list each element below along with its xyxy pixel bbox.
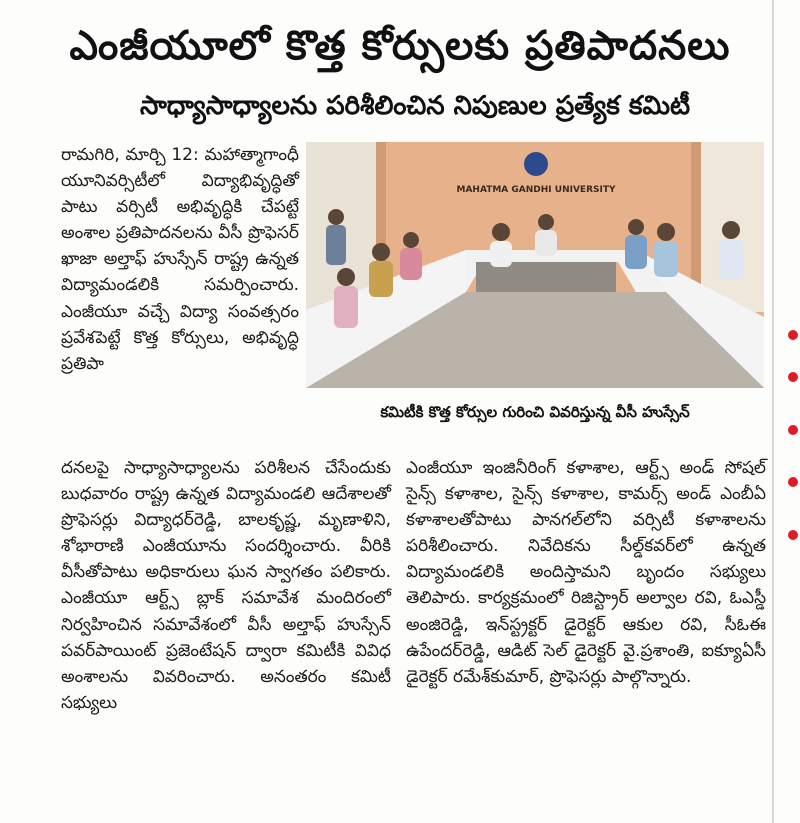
article-column-left-top xyxy=(61,142,299,377)
article-column-right xyxy=(406,455,766,690)
meeting-room-photo xyxy=(306,142,764,388)
bullet-icon xyxy=(788,530,798,540)
column-divider xyxy=(772,0,774,823)
photo-caption: కమిటీకి కొత్త కోర్సుల గురించి వివరిస్తున్న వీసీ హుస్సేన్ xyxy=(380,403,690,421)
bullet-icon xyxy=(788,372,798,382)
article-paragraph: దనలపై సాధ్యాసాధ్యాలను పరిశీలన చేసేందుకు బుధవారం రాష్ట్ర ఉన్నత విద్యామండలి ఆదేశాలతో ప్రొఫెసర్లు విద్యాధర్‌రెడ్డి, బాలకృష్ణ, మృణాళిని, శోభారాణి ఎంజీయూను సందర్శించారు. వీరికి వీసీతోపాటు అధికారులు ఘన స్వాగతం పలికారు. ఎంజీయూ ఆర్ట్స్ బ్లాక్ సమావేశ మందిరంలో నిర్వహించిన సమావేశంలో వీసీ అల్తాఫ్ హుస్సేన్ పవర్‌పాయింట్ ప్రజెంటేషన్ ద్వారా కమిటీకి వివిధ అంశాలను వివరించారు. అనంతరం కమిటీ సభ్యులు xyxy=(61,458,391,713)
photo-sign-text: MAHATMA GANDHI UNIVERSITY xyxy=(456,185,616,195)
subheadline: సాధ్యాసాధ్యాలను పరిశీలించిన నిపుణుల ప్రత్యేక కమిటీ xyxy=(139,91,691,121)
article-paragraph: ఎంజీయూ ఇంజినీరింగ్ కళాశాల, ఆర్ట్స్ అండ్ సోషల్ సైన్స్ కళాశాల, సైన్స్ కళాశాల, కామర్స్ అండ్ ఎంబీఏ కళాశాలతోపాటు పానగల్‌లోని వర్సిటీ కళాశాలను పరిశీలించారు. నివేదికను సీల్డ్‌కవర్‌లో ఉన్నత విద్యామండలికి అందిస్తామని బృందం సభ్యులు తెలిపారు. కార్యక్రమంలో రిజిస్ట్రార్ అల్వాల రవి, ఓఎస్డీ అంజిరెడ్డి, ఇన్‌స్ట్రక్టర్ డైరెక్టర్ ఆకుల రవి, సీఓఈ ఉపేందర్‌రెడ్డి, ఆడిట్ సెల్ డైరెక్టర్ వై.ప్రశాంతి, ఐక్యూఏసీ డైరెక్టర్ రమేశ్‌కుమార్, ప్రొఫెసర్లు పాల్గొన్నారు. xyxy=(406,458,766,687)
article-paragraph: రామగిరి, మార్చి 12: మహాత్మాగాంధీ యూనివర్సిటీలో విద్యాభివృద్ధితో పాటు వర్సిటీ అభివృద్ధికి చేపట్టే అంశాల ప్రతిపాదనలను వీసీ ప్రొఫెసర్ ఖాజా అల్తాఫ్ హుస్సేన్ రాష్ట్ర ఉన్నత విద్యామండలికి సమర్పించారు. ఎంజీయూ వచ్చే విద్యా సంవత్సరం ప్రవేశపెట్టే కొత్త కోర్సులు, అభివృద్ధి ప్రతిపా xyxy=(61,145,299,374)
bullet-icon xyxy=(788,425,798,435)
headline: ఎంజీయూలో కొత్త కోర్సులకు ప్రతిపాదనలు xyxy=(69,23,731,69)
bullet-icon xyxy=(788,330,798,340)
adjacent-article-bullets xyxy=(788,322,800,552)
article-column-left-bottom xyxy=(61,455,391,716)
article-photo xyxy=(306,142,764,388)
bullet-icon xyxy=(788,477,798,487)
